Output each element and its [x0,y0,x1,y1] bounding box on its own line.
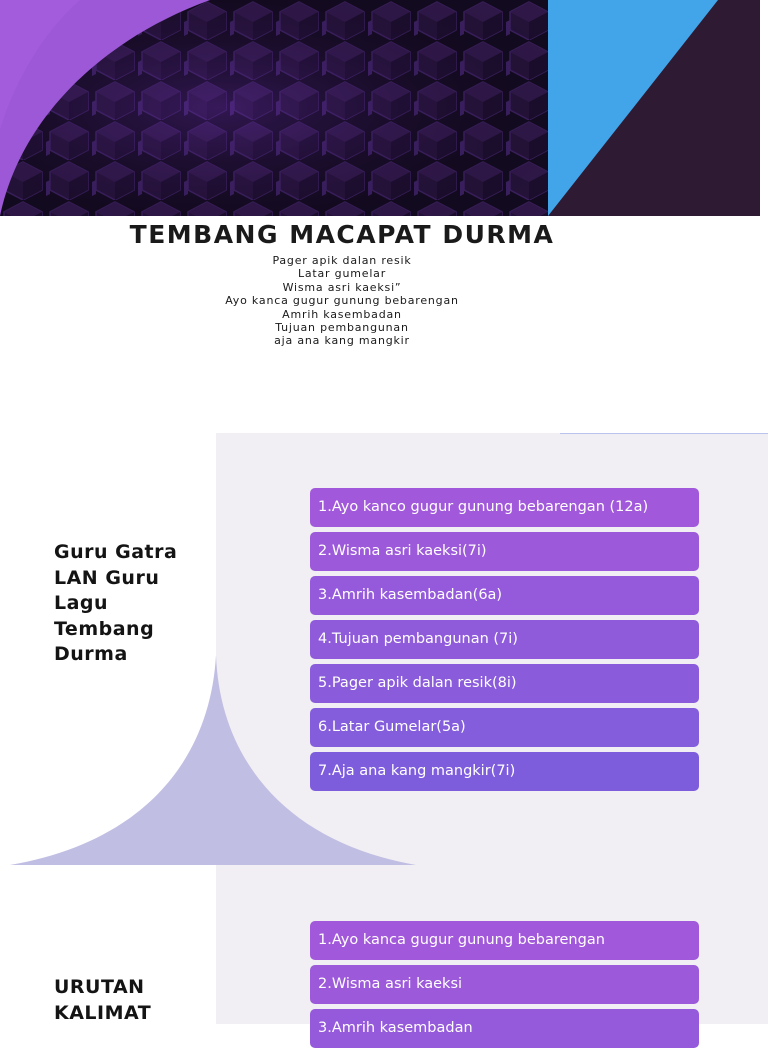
list-item: 1.Ayo kanco gugur gunung bebarengan (12a) [310,488,699,527]
header-banner [0,0,768,216]
divider-line [560,433,768,434]
list-item: 5.Pager apik dalan resik(8i) [310,664,699,703]
poem-line: Pager apik dalan resik [272,254,412,267]
heading-line: Lagu [54,592,109,614]
slide-heading [54,975,151,1026]
heading-line: LAN Guru [54,566,160,589]
poem-text [0,254,684,348]
poem-line: Ayo kanca gugur gunung bebarengan [225,294,459,308]
list-item: 2.Wisma asri kaeksi(7i) [310,532,699,571]
poem-line: Amrih kasembadan [282,307,402,321]
list-item: 3.Amrih kasembadan [310,1009,699,1048]
heading-line: Durma [54,643,128,665]
urutan-list [310,921,699,1053]
slide-heading [54,540,177,668]
heading-line: Guru Gatra [54,541,178,563]
list-item: 2.Wisma asri kaeksi [310,965,699,1004]
guru-gatra-slide [0,433,768,866]
poem-line: Tujuan pembangunan [275,321,409,335]
poem-line: Wisma asri kaeksi” [282,280,402,294]
slide-title: TEMBANG MACAPAT DURMA [129,220,555,249]
list-item: 4.Tujuan pembangunan (7i) [310,620,699,659]
list-item: 6.Latar Gumelar(5a) [310,708,699,747]
banner-graphic [0,0,768,216]
guru-gatra-list [310,488,699,796]
heading-line: Tembang [54,617,155,640]
list-item: 7.Aja ana kang mangkir(7i) [310,752,699,791]
heading-line: URUTAN [54,976,145,998]
poem-line: aja ana kang mangkir [274,334,410,348]
poem-line: Latar gumelar [297,267,387,281]
list-item: 1.Ayo kanca gugur gunung bebarengan [310,921,699,960]
urutan-kalimat-slide [0,866,768,1036]
list-item: 3.Amrih kasembadan(6a) [310,576,699,615]
heading-line: KALIMAT [54,1001,152,1024]
title-slide [0,0,768,433]
